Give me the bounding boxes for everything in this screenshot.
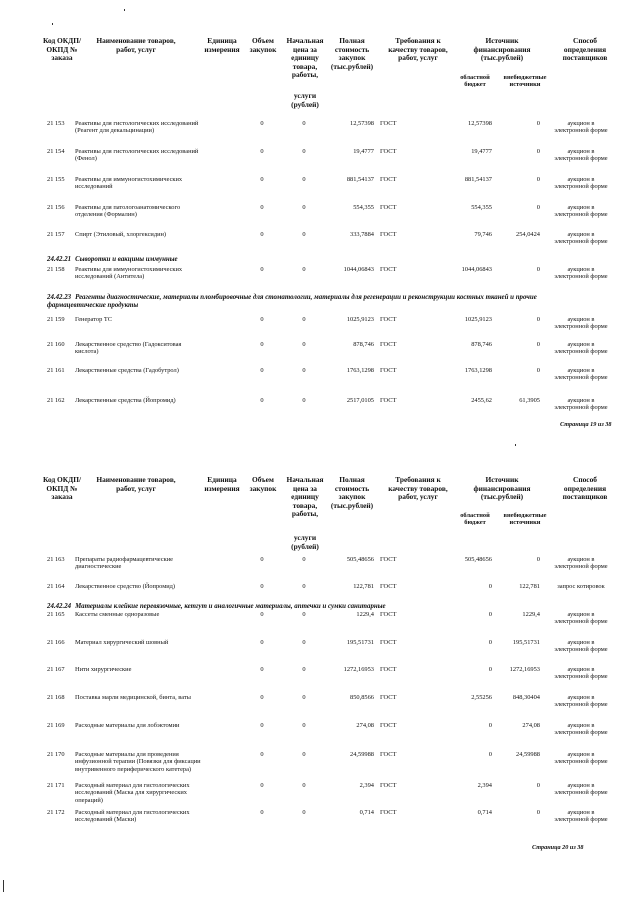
item-volume: 0 [260, 666, 264, 673]
col-header-volume: Объем закупок [249, 475, 277, 493]
item-code: 21 166 [47, 639, 65, 646]
item-code: 21 167 [47, 666, 65, 673]
col-header-name: Наименование товаров, работ, услуг [96, 475, 176, 493]
item-total: 1763,1298 [346, 367, 374, 374]
item-extrabudget: 848,30404 [512, 694, 540, 701]
item-name: Лекарственные средства (Гадобутрол) [75, 367, 179, 374]
col-header-requirements: Требования к качеству товаров, работ, услуг [388, 475, 448, 502]
item-requirements: ГОСТ [380, 583, 397, 590]
item-name: Реактивы для иммуногистохимических исследований (Антитела) [75, 266, 183, 281]
col-header-price-unit: услуги (рублей) [291, 533, 319, 551]
item-method: аукцион в электронной форме [554, 722, 608, 737]
item-regional-budget: 0 [488, 722, 492, 729]
col-header-code: Код ОКДП/ ОКПД № заказа [42, 475, 82, 502]
item-method: аукцион в электронной форме [554, 694, 608, 709]
col-header-source-extra: внебюджетные источники [503, 512, 547, 527]
item-price: 0 [302, 316, 306, 323]
item-total: 333,7884 [350, 231, 374, 238]
item-extrabudget: 61,3905 [519, 397, 540, 404]
col-header-method: Способ определения поставщиков [562, 36, 608, 63]
col-header-price: Начальная цена за единицу товара, работы, [286, 36, 324, 80]
scan-speck [124, 9, 125, 11]
col-header-total: Полная стоимость закупок (тыс.рублей) [330, 36, 374, 71]
category-heading: 24.42.24 Материалы клейкие перевязочные, кетгут и аналогичные материалы, аптечки и сумки санитарные [47, 603, 386, 610]
item-code: 21 162 [47, 397, 65, 404]
item-regional-budget: 1044,06843 [461, 266, 492, 273]
item-method: аукцион в электронной форме [554, 809, 608, 824]
item-code: 21 165 [47, 611, 65, 618]
item-regional-budget: 881,54137 [464, 176, 492, 183]
item-price: 0 [302, 666, 306, 673]
item-requirements: ГОСТ [380, 694, 397, 701]
item-price: 0 [302, 231, 306, 238]
item-code: 21 161 [47, 367, 65, 374]
item-code: 21 169 [47, 722, 65, 729]
item-regional-budget: 2,394 [477, 782, 492, 789]
item-volume: 0 [260, 639, 264, 646]
page-number: Страница 19 из 38 [560, 421, 612, 428]
item-volume: 0 [260, 367, 264, 374]
item-method: аукцион в электронной форме [554, 204, 608, 219]
item-price: 0 [302, 204, 306, 211]
item-regional-budget: 0 [488, 751, 492, 758]
item-code: 21 160 [47, 341, 65, 348]
item-method: аукцион в электронной форме [554, 639, 608, 654]
item-price: 0 [302, 341, 306, 348]
item-requirements: ГОСТ [380, 397, 397, 404]
item-code: 21 159 [47, 316, 65, 323]
item-requirements: ГОСТ [380, 316, 397, 323]
item-requirements: ГОСТ [380, 666, 397, 673]
item-extrabudget: 24,59988 [516, 751, 540, 758]
item-total: 1025,9123 [346, 316, 374, 323]
item-price: 0 [302, 611, 306, 618]
item-code: 21 172 [47, 809, 65, 816]
col-header-method: Способ определения поставщиков [562, 475, 608, 502]
item-code: 21 155 [47, 176, 65, 183]
item-code: 21 158 [47, 266, 65, 273]
item-regional-budget: 0 [488, 583, 492, 590]
col-header-source-regional: областной бюджет [460, 512, 490, 527]
item-method: аукцион в электронной форме [554, 782, 608, 797]
item-extrabudget: 0 [536, 341, 540, 348]
item-price: 0 [302, 694, 306, 701]
item-method: аукцион в электронной форме [554, 120, 608, 135]
item-total: 1229,4 [356, 611, 374, 618]
item-name: Лекарственное средство (Гадокситовая кислота) [75, 341, 182, 356]
item-requirements: ГОСТ [380, 556, 397, 563]
item-requirements: ГОСТ [380, 782, 397, 789]
col-header-volume: Объем закупок [249, 36, 277, 54]
item-requirements: ГОСТ [380, 751, 397, 758]
item-method: аукцион в электронной форме [554, 266, 608, 281]
item-code: 21 164 [47, 583, 65, 590]
item-regional-budget: 1763,1298 [464, 367, 492, 374]
scan-speck [515, 444, 516, 446]
category-heading: 24.42.21 Сыворотки и вакцины иммунные [47, 256, 178, 263]
col-header-price-unit: услуги (рублей) [291, 91, 319, 109]
item-extrabudget: 0 [536, 316, 540, 323]
item-requirements: ГОСТ [380, 341, 397, 348]
item-code: 21 171 [47, 782, 65, 789]
item-name: Лекарственные средства (Йопромид) [75, 397, 176, 404]
item-volume: 0 [260, 397, 264, 404]
item-method: аукцион в электронной форме [554, 148, 608, 163]
item-name: Поставка марли медицинской, бинта, ваты [75, 694, 191, 701]
item-requirements: ГОСТ [380, 611, 397, 618]
col-header-unit: Единица измерения [204, 475, 240, 493]
item-method: аукцион в электронной форме [554, 231, 608, 246]
item-method: аукцион в электронной форме [554, 367, 608, 382]
item-volume: 0 [260, 266, 264, 273]
item-extrabudget: 0 [536, 556, 540, 563]
item-volume: 0 [260, 611, 264, 618]
item-volume: 0 [260, 176, 264, 183]
item-regional-budget: 505,48656 [464, 556, 492, 563]
item-volume: 0 [260, 722, 264, 729]
item-price: 0 [302, 397, 306, 404]
item-price: 0 [302, 176, 306, 183]
item-requirements: ГОСТ [380, 204, 397, 211]
item-name: Реактивы для гистологических исследований (Реагент для декальцинации) [75, 120, 199, 135]
item-price: 0 [302, 583, 306, 590]
item-total: 2517,0105 [346, 397, 374, 404]
item-code: 21 154 [47, 148, 65, 155]
item-method: аукцион в электронной форме [554, 341, 608, 356]
item-extrabudget: 0 [536, 367, 540, 374]
item-extrabudget: 1229,4 [522, 611, 540, 618]
item-name: Расходный материал для гистологических исследований (Маска для хирургических операций) [75, 782, 190, 804]
item-volume: 0 [260, 583, 264, 590]
item-extrabudget: 0 [536, 809, 540, 816]
item-name: Генератор ТС [75, 316, 113, 323]
item-total: 878,746 [353, 341, 374, 348]
item-total: 19,4777 [353, 148, 374, 155]
item-total: 850,8566 [350, 694, 374, 701]
item-code: 21 153 [47, 120, 65, 127]
item-volume: 0 [260, 120, 264, 127]
item-extrabudget: 0 [536, 266, 540, 273]
item-extrabudget: 1272,16953 [509, 666, 540, 673]
item-price: 0 [302, 120, 306, 127]
item-method: аукцион в электронной форме [554, 666, 608, 681]
col-header-name: Наименование товаров, работ, услуг [96, 36, 176, 54]
item-method: аукцион в электронной форме [554, 611, 608, 626]
item-regional-budget: 19,4777 [471, 148, 492, 155]
item-volume: 0 [260, 341, 264, 348]
item-total: 2,394 [359, 782, 374, 789]
item-extrabudget: 0 [536, 176, 540, 183]
item-name: Нити хирургические [75, 666, 132, 673]
item-requirements: ГОСТ [380, 809, 397, 816]
item-total: 24,59988 [350, 751, 374, 758]
col-header-source: Источник финансирования (тыс.рублей) [473, 475, 531, 502]
col-header-code: Код ОКДП/ ОКПД № заказа [42, 36, 82, 63]
col-header-unit: Единица измерения [204, 36, 240, 54]
item-regional-budget: 79,746 [474, 231, 492, 238]
item-requirements: ГОСТ [380, 266, 397, 273]
item-volume: 0 [260, 782, 264, 789]
item-regional-budget: 0 [488, 611, 492, 618]
item-volume: 0 [260, 148, 264, 155]
item-extrabudget: 0 [536, 782, 540, 789]
item-name: Расходные материалы для проведения инфузионной терапии (Повязки для фиксации внутривенного периферического катетера) [75, 751, 201, 773]
item-price: 0 [302, 751, 306, 758]
item-price: 0 [302, 809, 306, 816]
item-method: аукцион в электронной форме [554, 751, 608, 766]
item-price: 0 [302, 266, 306, 273]
item-code: 21 168 [47, 694, 65, 701]
col-header-total: Полная стоимость закупок (тыс.рублей) [330, 475, 374, 510]
item-regional-budget: 0,714 [477, 809, 492, 816]
item-method: аукцион в электронной форме [554, 556, 608, 571]
item-total: 1272,16953 [343, 666, 374, 673]
item-volume: 0 [260, 231, 264, 238]
item-requirements: ГОСТ [380, 120, 397, 127]
item-total: 12,57398 [350, 120, 374, 127]
col-header-price: Начальная цена за единицу товара, работы, [286, 475, 324, 519]
item-name: Спирт (Этиловый, хлоргексидин) [75, 231, 167, 238]
item-requirements: ГОСТ [380, 176, 397, 183]
item-requirements: ГОСТ [380, 231, 397, 238]
col-header-requirements: Требования к качеству товаров, работ, услуг [388, 36, 448, 63]
item-extrabudget: 122,781 [519, 583, 540, 590]
item-extrabudget: 0 [536, 120, 540, 127]
item-total: 505,48656 [346, 556, 374, 563]
item-volume: 0 [260, 751, 264, 758]
item-name: Расходные материалы для лобэктомии [75, 722, 180, 729]
item-extrabudget: 0 [536, 148, 540, 155]
col-header-source: Источник финансирования (тыс.рублей) [473, 36, 531, 63]
col-header-source-extra: внебюджетные источники [503, 74, 547, 89]
item-name: Лекарственное средство (Йопромид) [75, 583, 176, 590]
item-regional-budget: 12,57398 [468, 120, 492, 127]
item-volume: 0 [260, 809, 264, 816]
item-code: 21 157 [47, 231, 65, 238]
item-regional-budget: 2455,62 [471, 397, 492, 404]
item-requirements: ГОСТ [380, 148, 397, 155]
category-heading: 24.42.23 Реагенты диагностические, материалы пломбировочные для стоматологии, материалы для регенерации и реконструкции костных тканей и прочие фармацевтические продукты [47, 294, 537, 309]
item-name: Препараты радиофармацевтические диагностические [75, 556, 173, 571]
item-total: 881,54137 [346, 176, 374, 183]
item-requirements: ГОСТ [380, 639, 397, 646]
item-requirements: ГОСТ [380, 367, 397, 374]
item-code: 21 156 [47, 204, 65, 211]
item-regional-budget: 878,746 [471, 341, 492, 348]
item-price: 0 [302, 782, 306, 789]
item-regional-budget: 1025,9123 [464, 316, 492, 323]
item-volume: 0 [260, 694, 264, 701]
item-volume: 0 [260, 316, 264, 323]
item-code: 21 170 [47, 751, 65, 758]
item-name: Расходный материал для гистологических исследований (Маски) [75, 809, 190, 824]
item-code: 21 163 [47, 556, 65, 563]
item-name: Кассеты сменные одноразовые [75, 611, 160, 618]
scan-speck [52, 23, 53, 25]
item-total: 554,355 [353, 204, 374, 211]
item-price: 0 [302, 556, 306, 563]
item-extrabudget: 254,0424 [516, 231, 540, 238]
item-name: Реактивы для гистологических исследований (Фенол) [75, 148, 199, 163]
item-method: аукцион в электронной форме [554, 397, 608, 412]
item-total: 274,08 [356, 722, 374, 729]
item-name: Материал хирургический шовный [75, 639, 169, 646]
item-price: 0 [302, 722, 306, 729]
item-volume: 0 [260, 556, 264, 563]
item-regional-budget: 0 [488, 666, 492, 673]
col-header-source-regional: областной бюджет [460, 74, 490, 89]
item-price: 0 [302, 639, 306, 646]
item-price: 0 [302, 367, 306, 374]
item-extrabudget: 195,51731 [512, 639, 540, 646]
item-volume: 0 [260, 204, 264, 211]
item-total: 1044,06843 [343, 266, 374, 273]
item-extrabudget: 274,08 [522, 722, 540, 729]
item-method: аукцион в электронной форме [554, 316, 608, 331]
item-method: аукцион в электронной форме [554, 176, 608, 191]
item-method: запрос котировок [557, 583, 605, 590]
item-name: Реактивы для иммуногистохимических исследований [75, 176, 183, 191]
item-requirements: ГОСТ [380, 722, 397, 729]
item-price: 0 [302, 148, 306, 155]
scan-speck [3, 880, 4, 892]
item-extrabudget: 0 [536, 204, 540, 211]
item-total: 195,51731 [346, 639, 374, 646]
item-name: Реактивы для патологоанатомического отделения (Формалин) [75, 204, 181, 219]
item-regional-budget: 2,55256 [471, 694, 492, 701]
item-total: 0,714 [359, 809, 374, 816]
page-number: Страница 20 из 38 [532, 844, 584, 851]
item-regional-budget: 0 [488, 639, 492, 646]
item-total: 122,781 [353, 583, 374, 590]
item-regional-budget: 554,355 [471, 204, 492, 211]
